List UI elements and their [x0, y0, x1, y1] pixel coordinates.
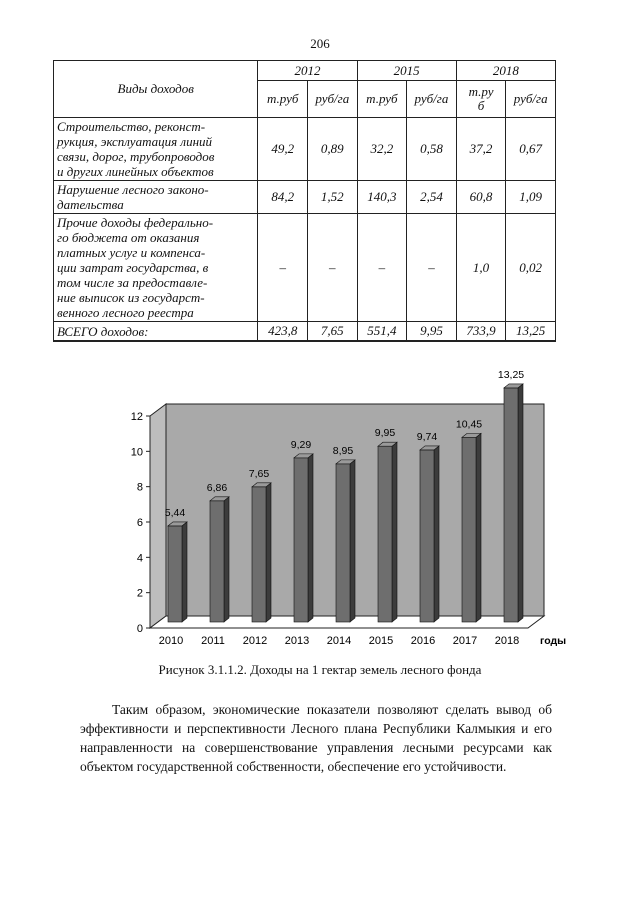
- income-table: [53, 60, 556, 342]
- bar-side: [182, 522, 187, 622]
- cell: –: [258, 214, 308, 322]
- unit-header: руб/га: [308, 81, 358, 118]
- bar-side: [518, 384, 523, 622]
- data-label: 9,95: [374, 427, 396, 440]
- unit-header: руб/га: [506, 81, 556, 118]
- cell: 0,58: [407, 118, 457, 181]
- x-tick-label: 2016: [410, 635, 436, 647]
- cell: 1,52: [308, 181, 358, 214]
- cell: 551,4: [357, 322, 407, 342]
- cell: 1,09: [506, 181, 556, 214]
- table-row-total: [54, 322, 556, 342]
- y-tick-label: 0: [136, 623, 143, 635]
- bar: [420, 450, 434, 622]
- data-label: 5,44: [164, 506, 186, 519]
- cell: 49,2: [258, 118, 308, 181]
- y-tick-label: 6: [136, 517, 143, 529]
- data-label: 8,95: [332, 444, 354, 457]
- chart-svg: [120, 368, 580, 654]
- bar: [294, 458, 308, 622]
- table-row: [54, 214, 556, 322]
- bar: [252, 487, 266, 622]
- y-tick-label: 4: [136, 552, 143, 565]
- cell: 7,65: [308, 322, 358, 342]
- cell: 37,2: [456, 118, 506, 181]
- data-label: 6,86: [206, 481, 228, 494]
- x-tick-label: 2017: [452, 635, 478, 647]
- bar-side: [434, 446, 439, 622]
- x-tick-label: 2015: [368, 635, 394, 647]
- table-header-label: Виды доходов: [54, 61, 258, 118]
- unit-header: т.руб: [258, 81, 308, 118]
- x-tick-label: 2014: [326, 635, 352, 647]
- y-tick-label: 12: [130, 411, 143, 423]
- bar-side: [266, 483, 271, 622]
- unit-header: т.руб: [357, 81, 407, 118]
- data-label: 10,45: [455, 418, 483, 431]
- unit-header: т.ру б: [456, 81, 506, 118]
- table-header-row: [54, 61, 556, 81]
- cell: 423,8: [258, 322, 308, 342]
- cell: –: [407, 214, 457, 322]
- cell: 0,67: [506, 118, 556, 181]
- year-header: 2015: [357, 61, 456, 81]
- bar: [378, 446, 392, 622]
- bar-side: [350, 460, 355, 622]
- income-per-hectare-chart: [120, 368, 580, 654]
- cell: 84,2: [258, 181, 308, 214]
- cell: 0,89: [308, 118, 358, 181]
- x-tick-label: 2012: [242, 635, 268, 647]
- bar: [462, 437, 476, 622]
- cell: 9,95: [407, 322, 457, 342]
- figure-caption: Рисунок 3.1.1.2. Доходы на 1 гектар земель лесного фонда: [158, 662, 482, 677]
- cell: 733,9: [456, 322, 506, 342]
- cell: 13,25: [506, 322, 556, 342]
- cell: 140,3: [357, 181, 407, 214]
- cell: 60,8: [456, 181, 506, 214]
- cell: 32,2: [357, 118, 407, 181]
- x-tick-label: 2011: [201, 635, 225, 647]
- unit-header: руб/га: [407, 81, 457, 118]
- x-tick-label: 2010: [158, 635, 184, 647]
- row-label: Прочие доходы федерально- го бюджета от оказания платных услуг и компенса- ции затрат государства, в том числе за предоставле- ние выписок из государст- венного лесного реестра: [54, 214, 258, 322]
- chart-side-wall: [150, 404, 166, 628]
- year-header: 2012: [258, 61, 357, 81]
- data-label: 9,74: [416, 430, 438, 443]
- bar-side: [392, 442, 397, 622]
- row-label: Строительство, реконст- рукция, эксплуатация линий связи, дорог, трубопроводов и других линейных объектов: [54, 118, 258, 181]
- cell: 0,02: [506, 214, 556, 322]
- y-tick-label: 8: [136, 481, 143, 494]
- bar: [210, 501, 224, 622]
- row-label: Нарушение лесного законо- дательства: [54, 181, 258, 214]
- y-tick-label: 2: [136, 587, 143, 600]
- cell: –: [308, 214, 358, 322]
- data-label: 13,25: [497, 368, 525, 381]
- cell: –: [357, 214, 407, 322]
- data-label: 9,29: [290, 438, 312, 451]
- bar: [336, 464, 350, 622]
- bar: [168, 526, 182, 622]
- year-header: 2018: [456, 61, 555, 81]
- bar-side: [224, 497, 229, 622]
- bar-side: [308, 454, 313, 622]
- cell: 2,54: [407, 181, 457, 214]
- y-tick-label: 10: [130, 446, 143, 459]
- bar-side: [476, 433, 481, 622]
- table-row: [54, 181, 556, 214]
- x-tick-label: 2018: [494, 635, 520, 647]
- body-paragraph: Таким образом, экономические показатели позволяют сделать вывод об эффективности и перспективности Лесного плана Республики Калмыкия и его направленности на совершенствование управления лесными ресурсами как объектом государственной собственности, обеспечение его устойчивости.: [80, 702, 552, 774]
- bar: [504, 388, 518, 622]
- table-row: [54, 118, 556, 181]
- page-number: 206: [310, 36, 330, 51]
- x-axis-label: годы: [540, 635, 567, 647]
- x-tick-label: 2013: [284, 635, 310, 647]
- row-label: ВСЕГО доходов:: [54, 322, 258, 342]
- data-label: 7,65: [248, 467, 270, 480]
- cell: 1,0: [456, 214, 506, 322]
